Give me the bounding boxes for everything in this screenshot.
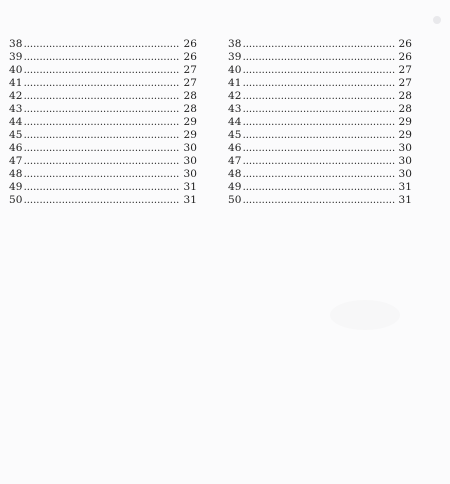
entry-number: 48 (228, 168, 242, 180)
entry-page: 27 (183, 64, 197, 76)
entry-number: 39 (9, 51, 23, 63)
dot-leader (24, 103, 181, 116)
entry-page: 31 (398, 194, 412, 206)
index-entry (9, 168, 197, 181)
entry-page: 29 (183, 116, 197, 128)
index-entry (9, 38, 197, 51)
entry-page: 28 (183, 90, 197, 102)
entry-number: 50 (228, 194, 242, 206)
index-entry (9, 77, 197, 90)
entry-number: 42 (9, 90, 23, 102)
entry-number: 39 (228, 51, 242, 63)
entry-page: 27 (183, 77, 197, 89)
entry-page: 28 (398, 90, 412, 102)
dot-leader (243, 129, 396, 142)
dot-leader (24, 77, 181, 90)
entry-page: 26 (183, 38, 197, 50)
dot-leader (243, 181, 396, 194)
entry-number: 44 (228, 116, 242, 128)
entry-number: 42 (228, 90, 242, 102)
entry-page: 28 (183, 103, 197, 115)
entry-page: 26 (398, 38, 412, 50)
entry-number: 44 (9, 116, 23, 128)
entry-number: 40 (9, 64, 23, 76)
dot-leader (24, 90, 181, 103)
dot-leader (24, 168, 181, 181)
entry-number: 49 (228, 181, 242, 193)
dot-leader (243, 103, 396, 116)
dot-leader (243, 168, 396, 181)
entry-number: 38 (228, 38, 242, 50)
entry-page: 30 (398, 155, 412, 167)
index-column-right (228, 38, 412, 207)
entry-number: 38 (9, 38, 23, 50)
entry-page: 29 (183, 129, 197, 141)
index-entry (228, 116, 412, 129)
entry-number: 45 (228, 129, 242, 141)
entry-number: 47 (228, 155, 242, 167)
index-entry (228, 168, 412, 181)
entry-page: 30 (398, 142, 412, 154)
index-entry (228, 194, 412, 207)
dot-leader (243, 142, 396, 155)
entry-number: 49 (9, 181, 23, 193)
index-entry (9, 181, 197, 194)
entry-page: 30 (398, 168, 412, 180)
entry-page: 29 (398, 116, 412, 128)
index-entry (228, 155, 412, 168)
index-entry (228, 77, 412, 90)
entry-page: 31 (183, 181, 197, 193)
entry-page: 30 (183, 142, 197, 154)
dot-leader (24, 129, 181, 142)
dot-leader (243, 64, 396, 77)
index-entry (228, 142, 412, 155)
dot-leader (243, 90, 396, 103)
entry-page: 26 (183, 51, 197, 63)
entry-number: 41 (228, 77, 242, 89)
entry-number: 43 (9, 103, 23, 115)
index-entry (9, 90, 197, 103)
entry-number: 43 (228, 103, 242, 115)
entry-number: 46 (228, 142, 242, 154)
index-entry (228, 38, 412, 51)
entry-page: 30 (183, 155, 197, 167)
entry-page: 27 (398, 77, 412, 89)
dot-leader (24, 194, 181, 207)
dot-leader (24, 64, 181, 77)
index-entry (9, 64, 197, 77)
entry-number: 41 (9, 77, 23, 89)
entry-number: 46 (9, 142, 23, 154)
index-entry (228, 129, 412, 142)
entry-page: 26 (398, 51, 412, 63)
index-entry (9, 51, 197, 64)
dot-leader (243, 77, 396, 90)
entry-page: 30 (183, 168, 197, 180)
index-entry (9, 194, 197, 207)
dot-leader (24, 155, 181, 168)
index-entry (228, 51, 412, 64)
index-entry (9, 142, 197, 155)
index-entry (228, 103, 412, 116)
dot-leader (243, 38, 396, 51)
dot-leader (24, 142, 181, 155)
entry-number: 47 (9, 155, 23, 167)
entry-page: 31 (183, 194, 197, 206)
entry-number: 50 (9, 194, 23, 206)
index-entry (9, 155, 197, 168)
dot-leader (24, 38, 181, 51)
dot-leader (243, 51, 396, 64)
entry-number: 40 (228, 64, 242, 76)
dot-leader (24, 51, 181, 64)
index-column-left (9, 38, 197, 207)
entry-number: 48 (9, 168, 23, 180)
entry-page: 29 (398, 129, 412, 141)
dot-leader (243, 155, 396, 168)
index-entry (228, 181, 412, 194)
index-entry (9, 129, 197, 142)
index-entry (228, 90, 412, 103)
dot-leader (243, 116, 396, 129)
entry-page: 31 (398, 181, 412, 193)
entry-page: 28 (398, 103, 412, 115)
paper-smudge (433, 16, 441, 24)
index-entry (9, 116, 197, 129)
dot-leader (243, 194, 396, 207)
index-entry (228, 64, 412, 77)
dot-leader (24, 116, 181, 129)
paper-smudge (330, 300, 400, 330)
index-entry (9, 103, 197, 116)
dot-leader (24, 181, 181, 194)
entry-page: 27 (398, 64, 412, 76)
entry-number: 45 (9, 129, 23, 141)
